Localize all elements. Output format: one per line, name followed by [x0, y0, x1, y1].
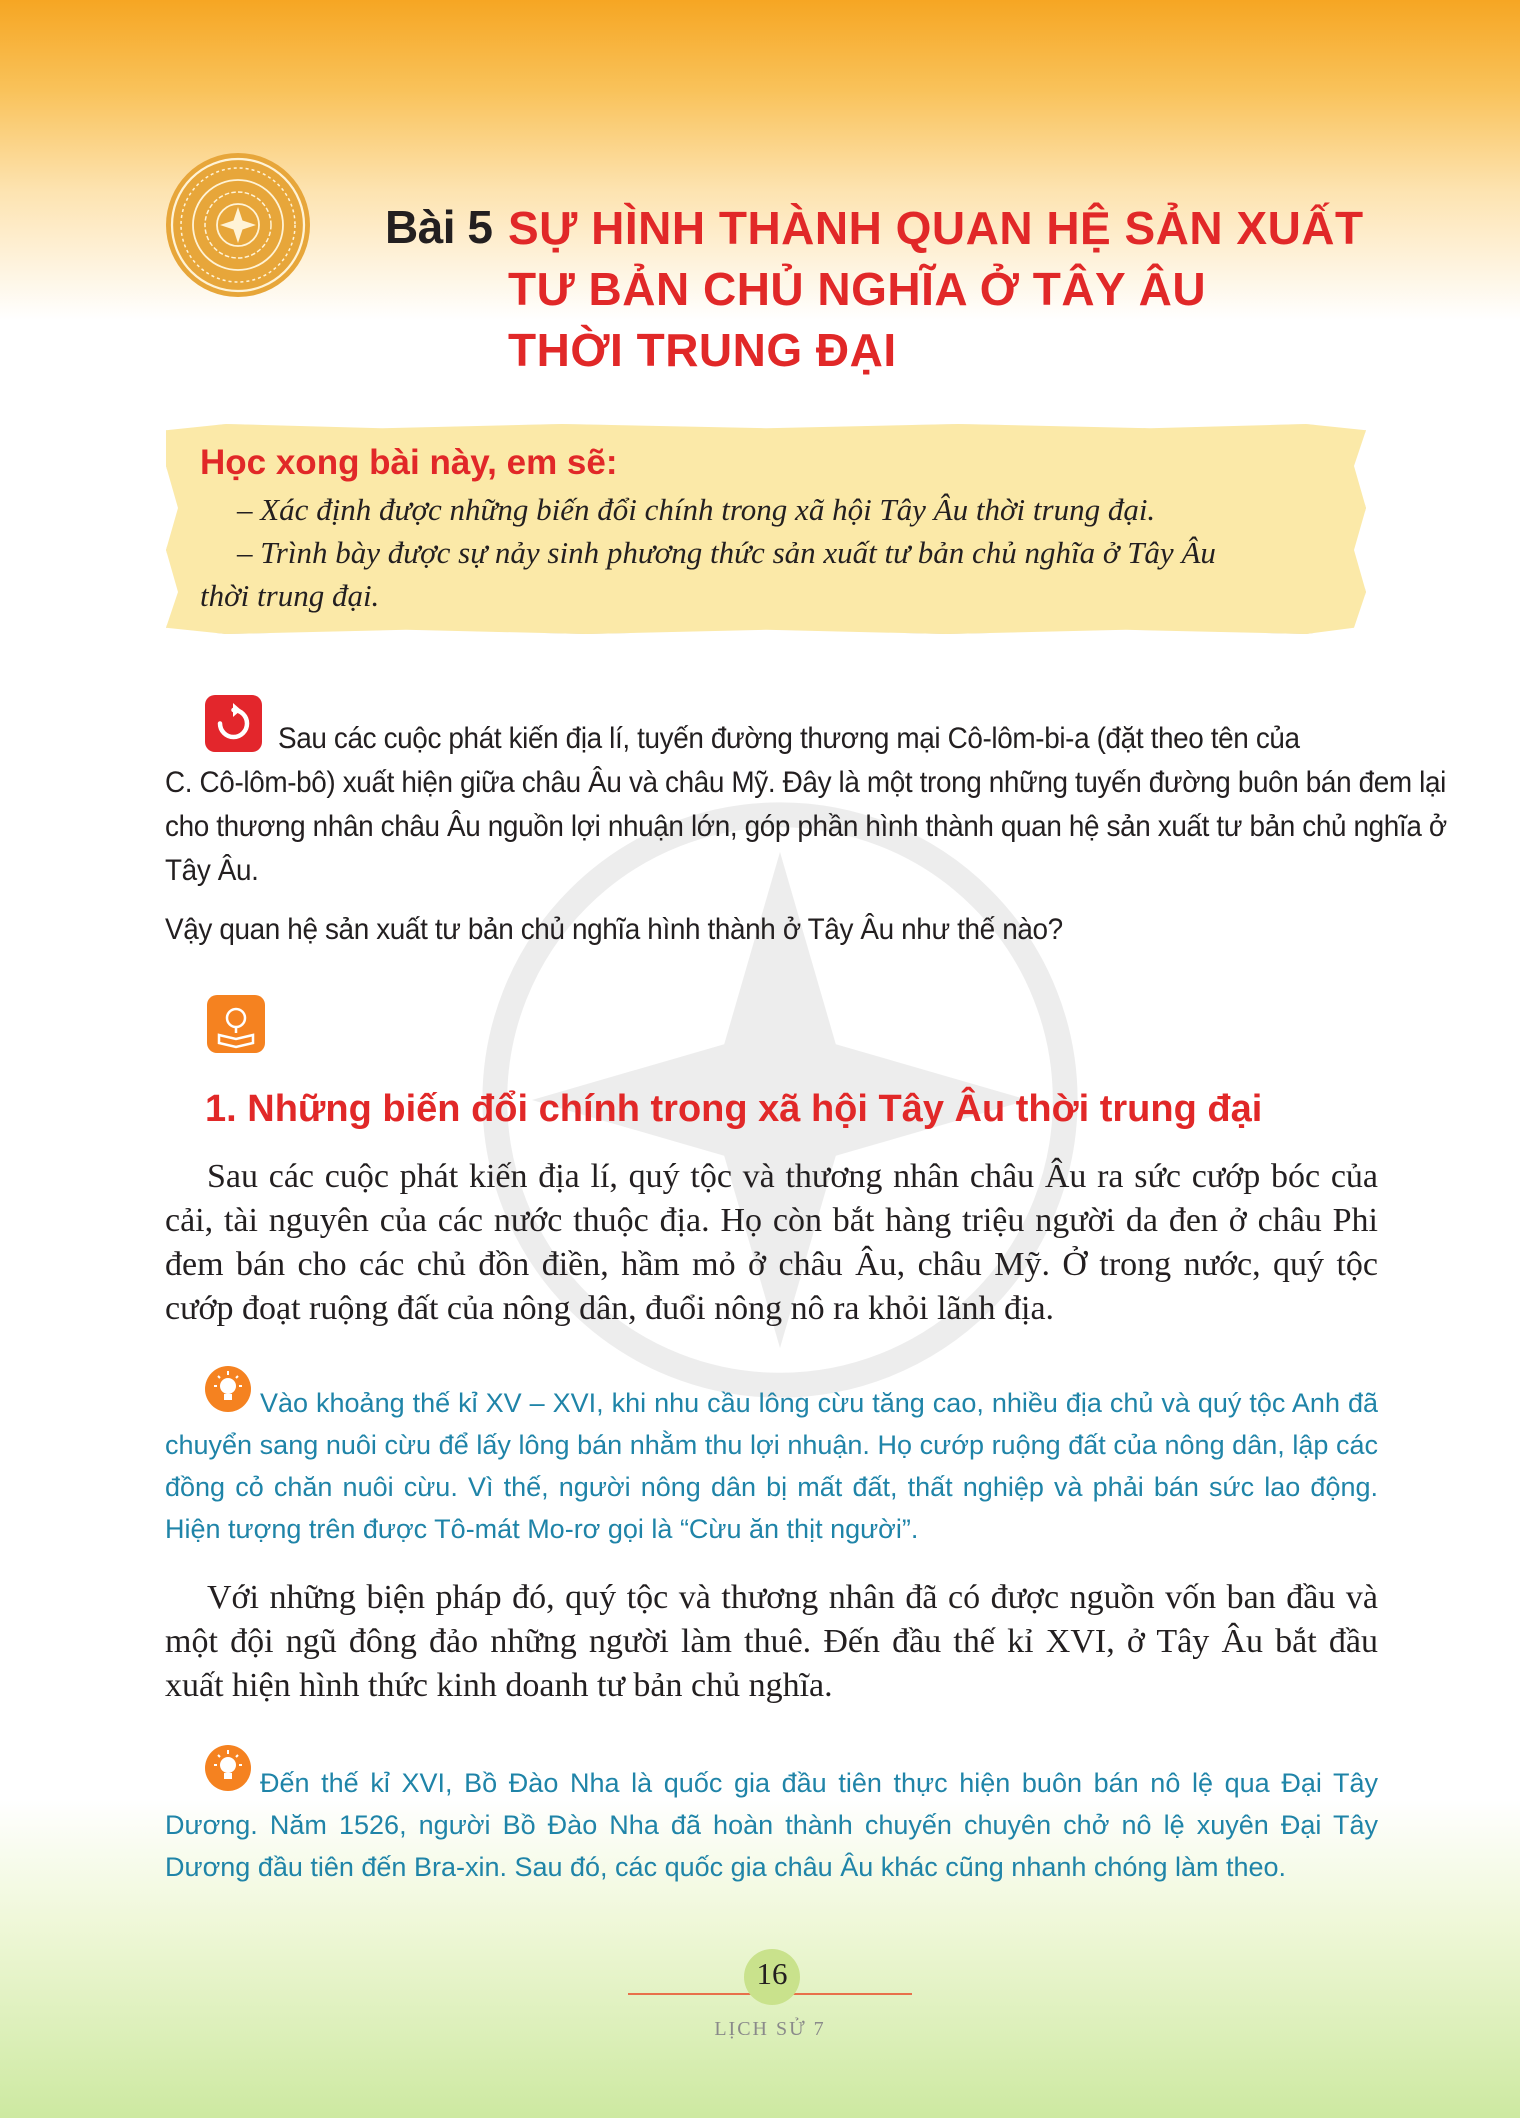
intro-question: Vậy quan hệ sản xuất tư bản chủ nghĩa hình thành ở Tây Âu như thế nào? — [165, 913, 1063, 946]
bulb-book-icon — [207, 995, 265, 1053]
lesson-title-line: SỰ HÌNH THÀNH QUAN HỆ SẢN XUẤT — [508, 202, 1364, 254]
info-note: Vào khoảng thế kỉ XV – XVI, khi nhu cầu lông cừu tăng cao, nhiều địa chủ và quý tộc Anh đã chuyển sang nuôi cừu để lấy lông bán nhằm thu lợi nhuận. Họ cướp ruộng đất của nông dân, lập các đồng cỏ chăn nuôi cừu. Vì thế, người nông dân bị mất đất, thất nghiệp và phải bán sức lao động. Hiện tượng trên được Tô-mát Mo-rơ gọi là “Cừu ăn thịt người”. — [165, 1388, 1378, 1544]
section-heading: 1. Những biến đổi chính trong xã hội Tây Âu thời trung đại — [205, 1088, 1263, 1130]
body-paragraph: Với những biện pháp đó, quý tộc và thương nhân đã có được nguồn vốn ban đầu và một đội ngũ đông đảo những người làm thuê. Đến đầu thế kỉ XVI, ở Tây Âu bắt đầu xuất hiện hình thức kinh doanh tư bản chủ nghĩa. — [165, 1579, 1378, 1704]
intro-text: C. Cô-lôm-bô) xuất hiện giữa châu Âu và châu Mỹ. Đây là một trong những tuyến đường buôn bán đem lại cho thương nhân châu Âu nguồn lợi nhuận lớn, góp phần hình thành quan hệ sản xuất tư bản chủ nghĩa ở Tây Âu. — [165, 766, 1447, 887]
restart-icon — [205, 695, 262, 752]
bronze-drum-emblem — [163, 150, 313, 300]
page-number: 16 — [756, 1956, 788, 1991]
info-note: Đến thế kỉ XVI, Bồ Đào Nha là quốc gia đầu tiên thực hiện buôn bán nô lệ qua Đại Tây Dương. Năm 1526, người Bồ Đào Nha đã hoàn thành chuyến chuyên chở nô lệ xuyên Đại Tây Dương đầu tiên đến Bra-xin. Sau đó, các quốc gia châu Âu khác cũng nhanh chóng làm theo. — [165, 1768, 1378, 1882]
objective-item: – Trình bày được sự nảy sinh phương thức sản xuất tư bản chủ nghĩa ở Tây Âu — [237, 535, 1216, 570]
lesson-title-line: THỜI TRUNG ĐẠI — [508, 324, 897, 376]
lesson-number: Bài 5 — [385, 201, 493, 253]
intro-text-first-line: Sau các cuộc phát kiến địa lí, tuyến đường thương mại Cô-lôm-bi-a (đặt theo tên của — [278, 722, 1300, 755]
objectives-heading: Học xong bài này, em sẽ: — [200, 443, 618, 482]
subject-name: LỊCH SỬ 7 — [714, 2018, 826, 2040]
lesson-title-line: TƯ BẢN CHỦ NGHĨA Ở TÂY ÂU — [508, 263, 1207, 315]
objective-item-continuation: thời trung đại. — [200, 578, 380, 613]
lesson-title — [508, 198, 1408, 381]
objective-item: – Xác định được những biến đổi chính trong xã hội Tây Âu thời trung đại. — [237, 492, 1156, 527]
body-paragraph: Sau các cuộc phát kiến địa lí, quý tộc và thương nhân châu Âu ra sức cướp bóc của cải, tài nguyên của các nước thuộc địa. Họ còn bắt hàng triệu người da đen ở châu Phi đem bán cho các chủ đồn điền, hầm mỏ ở châu Âu, châu Mỹ. Ở trong nước, quý tộc cướp đoạt ruộng đất của nông dân, đuổi nông nô ra khỏi lãnh địa. — [165, 1158, 1378, 1327]
